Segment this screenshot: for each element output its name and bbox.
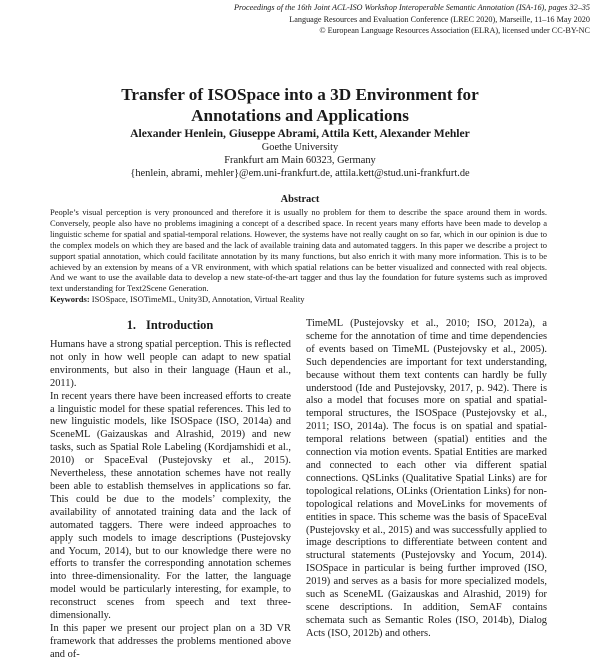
keywords-line [50, 294, 547, 305]
right-column [306, 318, 547, 641]
paper-title [40, 84, 560, 126]
header-line-1: Proceedings of the 16th Joint ACL-ISO Workshop Interoperable Semantic Annotation (ISA-16), pages 32–35 [233, 3, 590, 12]
keywords-list: ISOSpace, ISOTimeML, Unity3D, Annotation, Virtual Reality [91, 294, 305, 304]
affiliation-university: Goethe University [261, 142, 339, 153]
keywords-label: Keywords: [50, 294, 90, 304]
header-line-2: Language Resources and Evaluation Conference (LREC 2020), Marseille, 11–16 May 2020 [289, 14, 590, 24]
proceedings-header [200, 2, 590, 37]
paragraph: TimeML (Pustejovsky et al., 2010; ISO, 2012a), a scheme for the annotation of time and time dependencies of events based on TimeML (Pustejovsky et al., 2005). Such dependencies are important for text understanding, because without them text contents can hardly be fully understood (Ide and Pustejovsky, 2017, p. 942). There is also a model that focuses more on spatial and spatial-temporal structures, the ISOSpace (Pustejovsky et al., 2011; ISO, 2014a). The focus is on spatial and spatial-temporal relations between (spatial) entities and the connection via motion events. Spatial Entities are marked and connected to each other via different spatial connections. QSLinks (Qualitative Spatial Links) are for topological relations, OLinks (Orientation Links) for non-topological relations and MoveLinks for movements of entities in space. This scheme was the basis of SpaceEval (Pustejovsky et al., 2015) and was successfully applied to image descriptions to differentiate between content and structural statements (Pustejovsky and Yocum, 2014). ISOSpace in particular is being further improved (ISO, 2019) and serves as a basis for more specialized models, such as SceneML (Gaizauskas and Alrashid, 2019) for scene descriptions. In addition, SemAF contains schemata such as Semantic Roles (ISO, 2014b), Dialog Acts (ISO, 2012b) and others. [306, 318, 547, 639]
abstract-text: People’s visual perception is very pronounced and therefore it is usually no problem for them to describe the space around them in words. Conversely, people also have no problems imagining a concept of a described space. In recent years many efforts have been made to develop a linguistic scheme for spatial and spatial-temporal relations. However, the systems have not really caught on so far, which in our opinion is due to the complex models on which they are based and the lack of available training data and automated taggers. In this paper we describe a project to support spatial annotation, which could facilitate annotation by its many functions, but also enrich it with many more information. This is to be achieved by an extension by means of a VR environment, with which spatial relations can be better visualized and connected with real objects. And we want to use the available data to develop a new state-of-the-art tagger and thus lay the foundation for future systems such as improved text understanding for Text2Scene Generation. [50, 207, 547, 294]
paragraph: In this paper we present our project plan on a 3D VR framework that addresses the problems mentioned above and of- [50, 622, 291, 660]
author-list: Alexander Henlein, Giuseppe Abrami, Attila Kett, Alexander Mehler [130, 127, 470, 140]
header-line-3: © European Language Resources Association (ELRA), licensed under CC-BY-NC [319, 26, 590, 35]
section-title: Introduction [146, 318, 214, 332]
section-number: 1. [126, 318, 137, 332]
affiliation-city: Frankfurt am Main 60323, Germany [224, 155, 376, 166]
paragraph: Humans have a strong spatial perception. This is reflected not only in how well people can adapt to new spatial environments, but also in their language (Haun et al., 2011). [50, 339, 291, 389]
affiliation-block [40, 141, 560, 180]
abstract-heading: Abstract [280, 194, 320, 205]
affiliation-emails: {henlein, abrami, mehler}@em.uni-frankfurt.de, attila.kett@stud.uni-frankfurt.de [130, 168, 470, 179]
section-heading [50, 318, 290, 333]
title-line-1: Transfer of ISOSpace into a 3D Environment for [121, 85, 479, 104]
title-line-2: Annotations and Applications [191, 106, 409, 125]
left-column [50, 339, 291, 662]
paragraph: In recent years there have been increased efforts to create a linguistic model for these spatial references. This led to new linguistic models, like ISOSpace (ISO, 2014a) and SceneML (Gaizauskas and Alrashid, 2019) and new tasks, such as Spatial Role Labeling (Kordjamshidi et al., 2010) or SpaceEval (Pustejovsky et al., 2015). Nevertheless, these annotation schemes have not really been able to establish themselves in applications so far. This could be due to the models’ complexity, the availability of annotated training data and the lack of automated taggers. There were indeed approaches to apply such models to image descriptions (Pustejovsky and Yocum, 2014), but to our knowledge there were no efforts to transfer the corresponding annotation schemes into three-dimensionality. For the latter, the language model would be particularly interesting, for example, to reconstruct scenes from speech and text three-dimensionally. [50, 390, 291, 622]
